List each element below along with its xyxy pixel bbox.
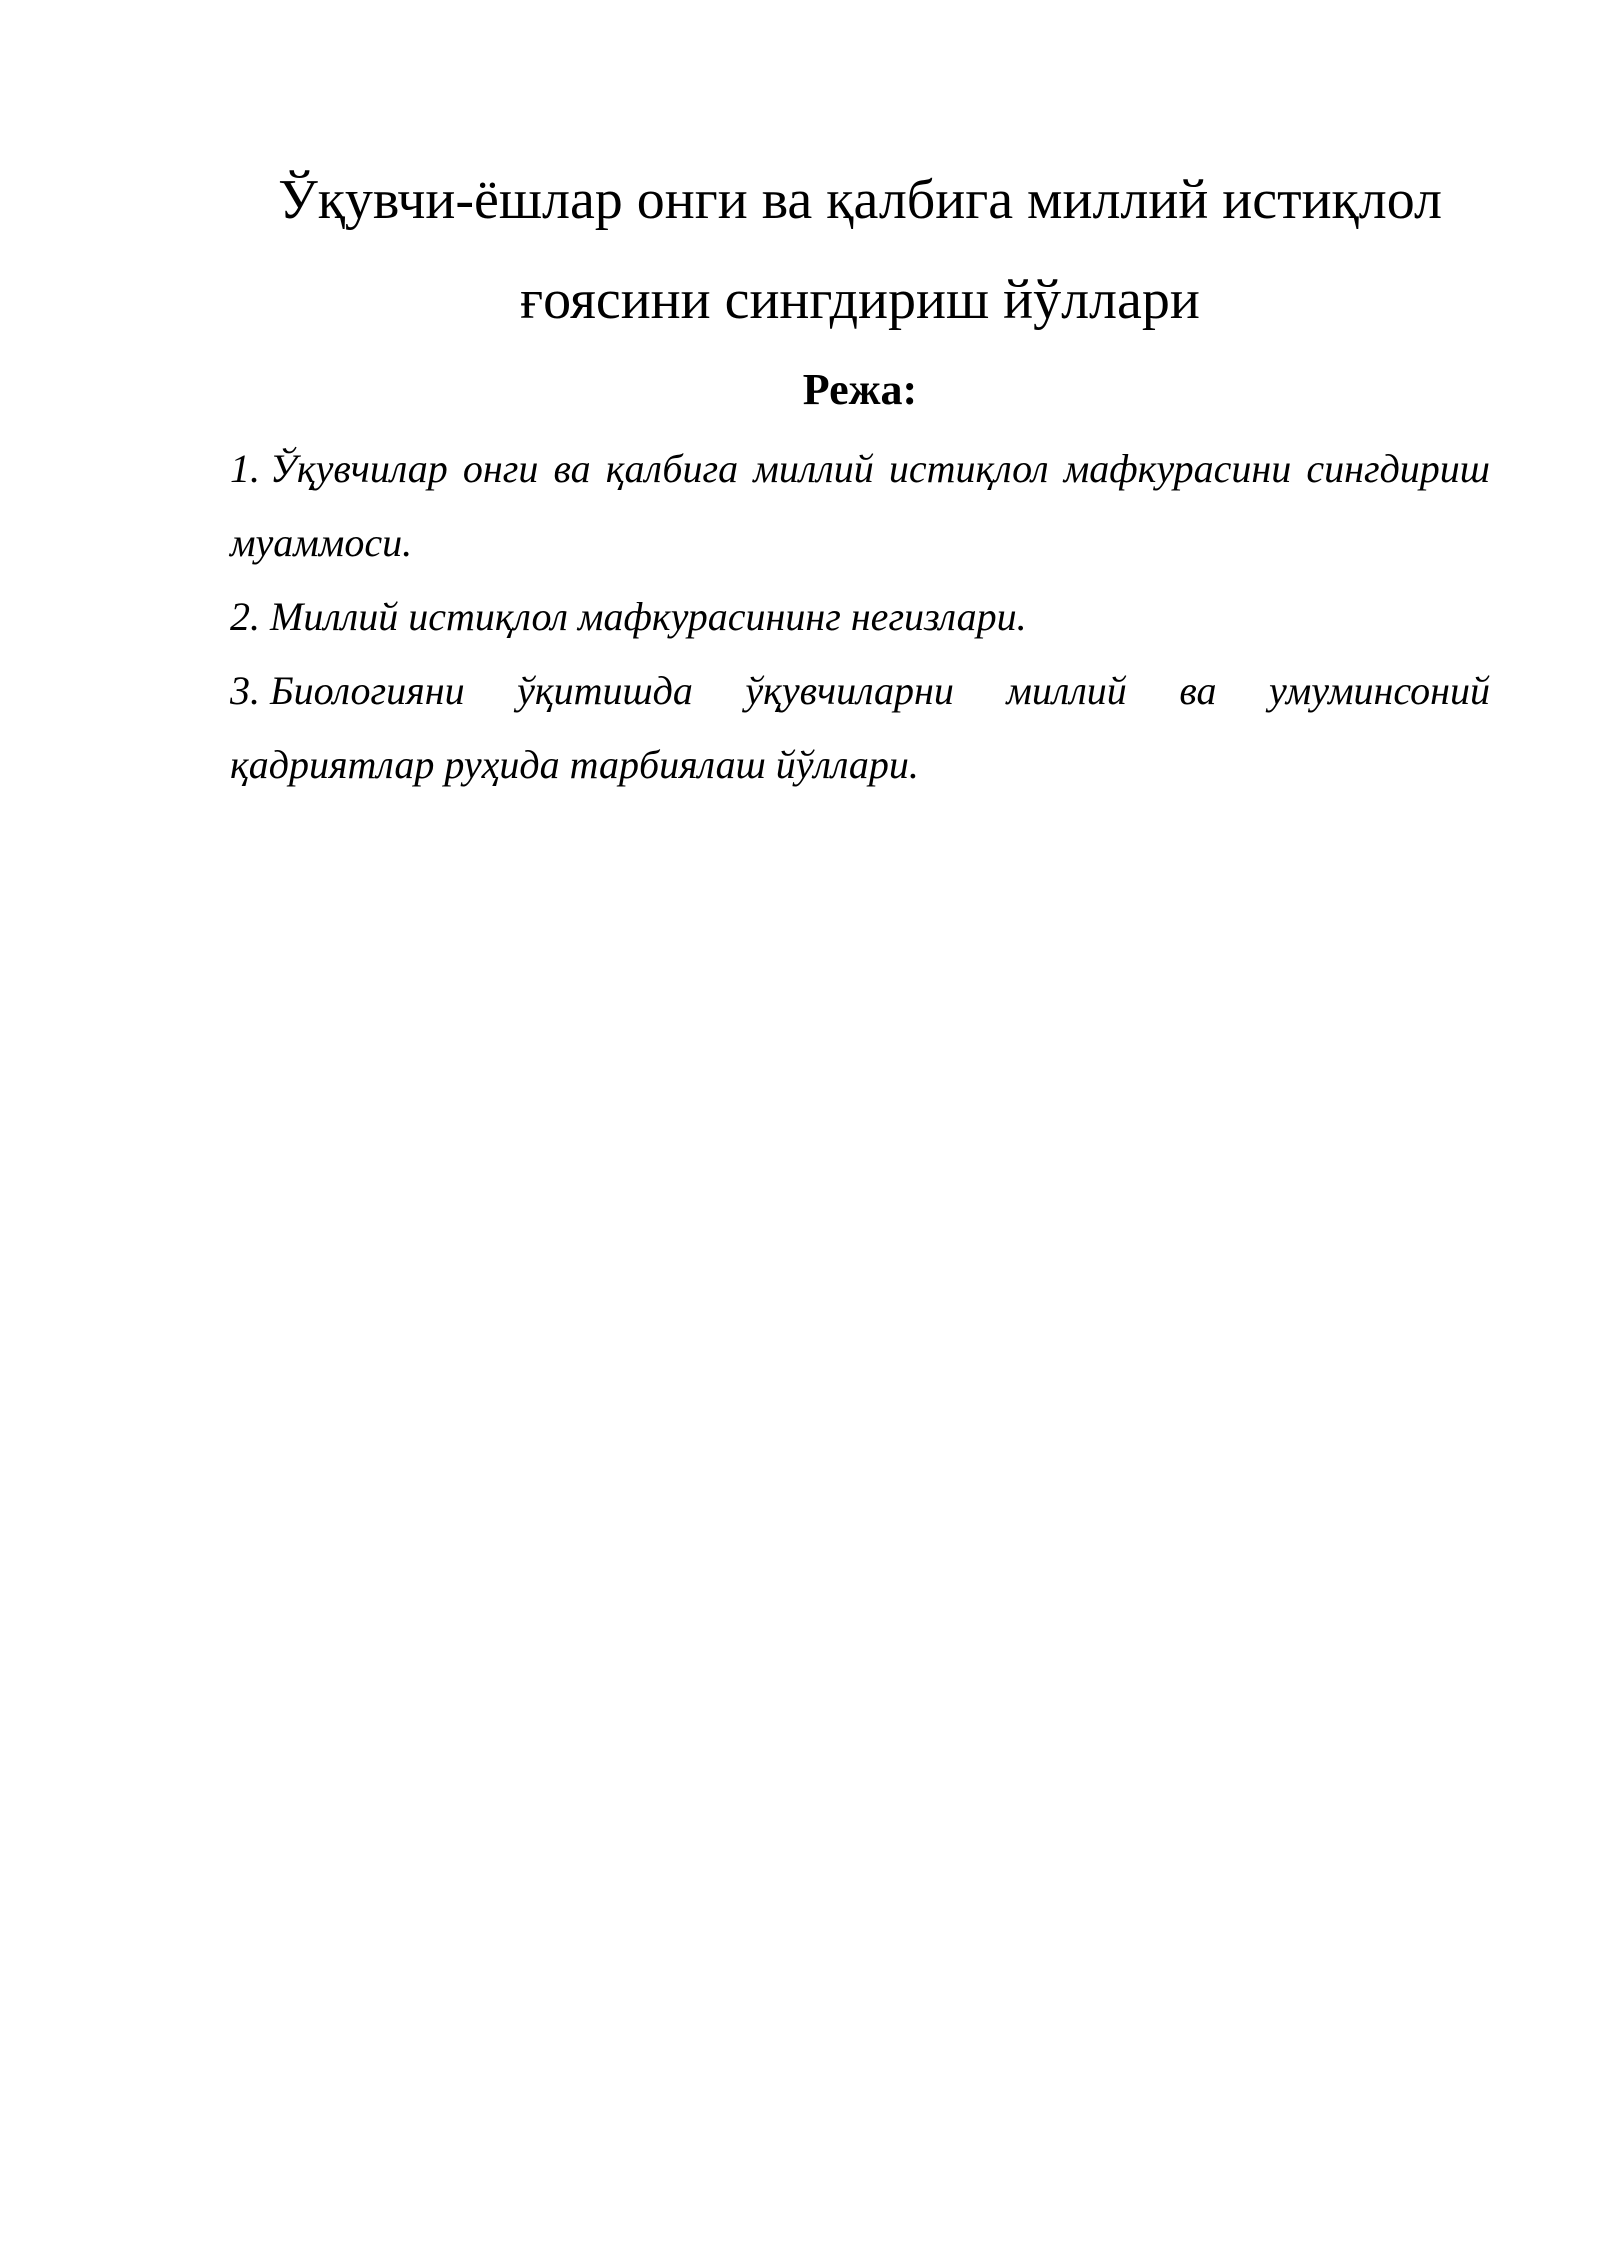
plan-item-number: 3. bbox=[230, 668, 260, 713]
plan-item-text: Биологияни ўқитишда ўқувчиларни миллий ва умуминсоний қадриятлар руҳида тарбиялаш йўллари. bbox=[230, 668, 1490, 787]
plan-heading: Режа: bbox=[802, 365, 918, 414]
title-line-1: Ўқувчи-ёшлар онги ва қалбига миллий истиқлол bbox=[278, 169, 1442, 231]
plan-item bbox=[230, 654, 1490, 802]
plan-item-number: 2. bbox=[230, 594, 260, 639]
plan-item bbox=[230, 432, 1490, 580]
document-title bbox=[230, 150, 1490, 350]
plan-item bbox=[230, 580, 1490, 654]
plan-list bbox=[230, 432, 1490, 802]
plan-item-text: Ўқувчилар онги ва қалбига миллий истиқлол мафкурасини сингдириш муаммоси. bbox=[230, 446, 1490, 565]
plan-item-text: Миллий истиқлол мафкурасининг негизлари. bbox=[270, 594, 1027, 639]
title-line-2: ғоясини сингдириш йўллари bbox=[520, 269, 1200, 331]
document-content bbox=[230, 150, 1490, 802]
plan-item-number: 1. bbox=[230, 446, 260, 491]
